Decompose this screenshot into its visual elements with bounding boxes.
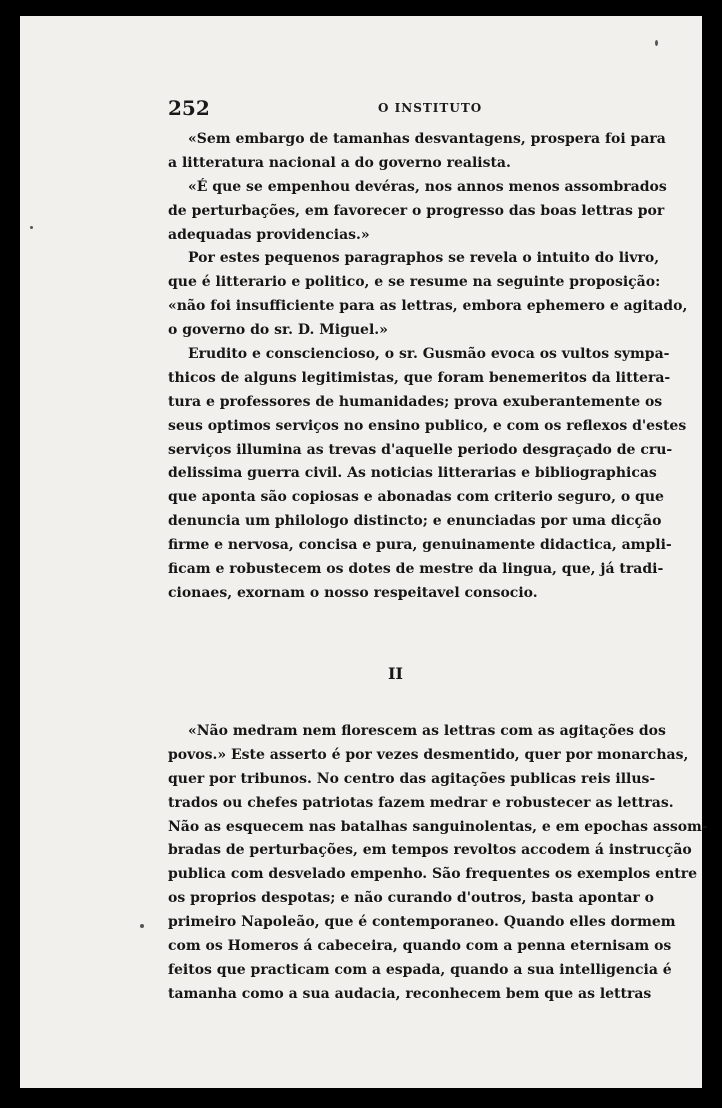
text-line: tamanha como a sua audacia, reconhecem bem que as lettras	[168, 985, 652, 1002]
text-line: Erudito e consciencioso, o sr. Gusmão evoca os vultos sympa-	[188, 346, 670, 363]
text-line: Não as esquecem nas batalhas sanguinolentas, e em epochas assom-	[168, 818, 708, 835]
text-line: tura e professores de humanidades; prova exuberantemente os	[168, 393, 663, 410]
text-line: com os Homeros á cabeceira, quando com a penna eternisam os	[168, 938, 672, 955]
text-line: serviços illumina as trevas d'aquelle periodo desgraçado de cru-	[168, 441, 673, 458]
text-line: thicos de alguns legitimistas, que foram benemeritos da littera-	[168, 369, 671, 386]
text-line: trados ou chefes patriotas fazem medrar e robustecer as lettras.	[168, 794, 674, 811]
text-line: cionaes, exornam o nosso respeitavel consocio.	[168, 584, 538, 601]
text-line: que é litterario e politico, e se resume na seguinte proposição:	[168, 274, 661, 291]
text-line: delissima guerra civil. As noticias litterarias e bibliographicas	[168, 465, 657, 482]
page-header	[168, 96, 638, 122]
text-line: que aponta são copiosas e abonadas com criterio seguro, o que	[168, 489, 664, 506]
text-line: feitos que practicam com a espada, quando a sua intelligencia é	[168, 961, 672, 978]
text-line: publica com desvelado empenho. São frequentes os exemplos entre	[168, 866, 698, 883]
text-line: os proprios despotas; e não curando d'outros, basta apontar o	[168, 890, 654, 907]
page-number: 252	[168, 96, 210, 120]
text-line: «não foi insufficiente para as lettras, embora ephemero e agitado,	[168, 298, 688, 315]
paper-speck	[140, 924, 144, 928]
text-line: de perturbações, em favorecer o progresso das boas lettras por	[168, 202, 665, 219]
text-line: povos.» Este asserto é por vezes desmentido, quer por monarchas,	[168, 746, 689, 763]
paper-speck	[655, 40, 658, 46]
text-line: «É que se empenhou devéras, nos annos menos assombrados	[188, 178, 667, 195]
text-line: «Não medram nem florescem as lettras com as agitações dos	[188, 723, 666, 739]
running-title: O INSTITUTO	[378, 101, 483, 115]
text-line: seus optimos serviços no ensino publico, e com os reflexos d'estes	[168, 417, 687, 434]
text-line: bradas de perturbações, em tempos revoltos accodem á instrucção	[168, 842, 692, 859]
text-line: adequadas providencias.»	[168, 226, 370, 243]
text-line: quer por tribunos. No centro das agitações publicas reis illus-	[168, 770, 656, 787]
text-line: primeiro Napoleão, que é contemporaneo. Quando elles dormem	[168, 914, 676, 931]
section-heading: II	[388, 664, 403, 683]
section-two-text	[168, 720, 708, 1007]
text-line: ficam e robustecem os dotes de mestre da lingua, que, já tradi-	[168, 561, 664, 578]
text-line: a litteratura nacional a do governo realista.	[168, 154, 511, 171]
text-line: Por estes pequenos paragraphos se revela o intuito do livro,	[188, 250, 660, 267]
text-line: firme e nervosa, concisa e pura, genuinamente didactica, ampli-	[168, 537, 672, 554]
text-line: o governo do sr. D. Miguel.»	[168, 322, 388, 339]
book-page	[20, 16, 708, 1088]
section-one-text	[168, 128, 688, 606]
paper-speck	[30, 226, 33, 229]
text-line: «Sem embargo de tamanhas desvantagens, prospera foi para	[188, 131, 666, 147]
text-line: denuncia um philologo distincto; e enunciadas por uma dicção	[168, 513, 662, 530]
